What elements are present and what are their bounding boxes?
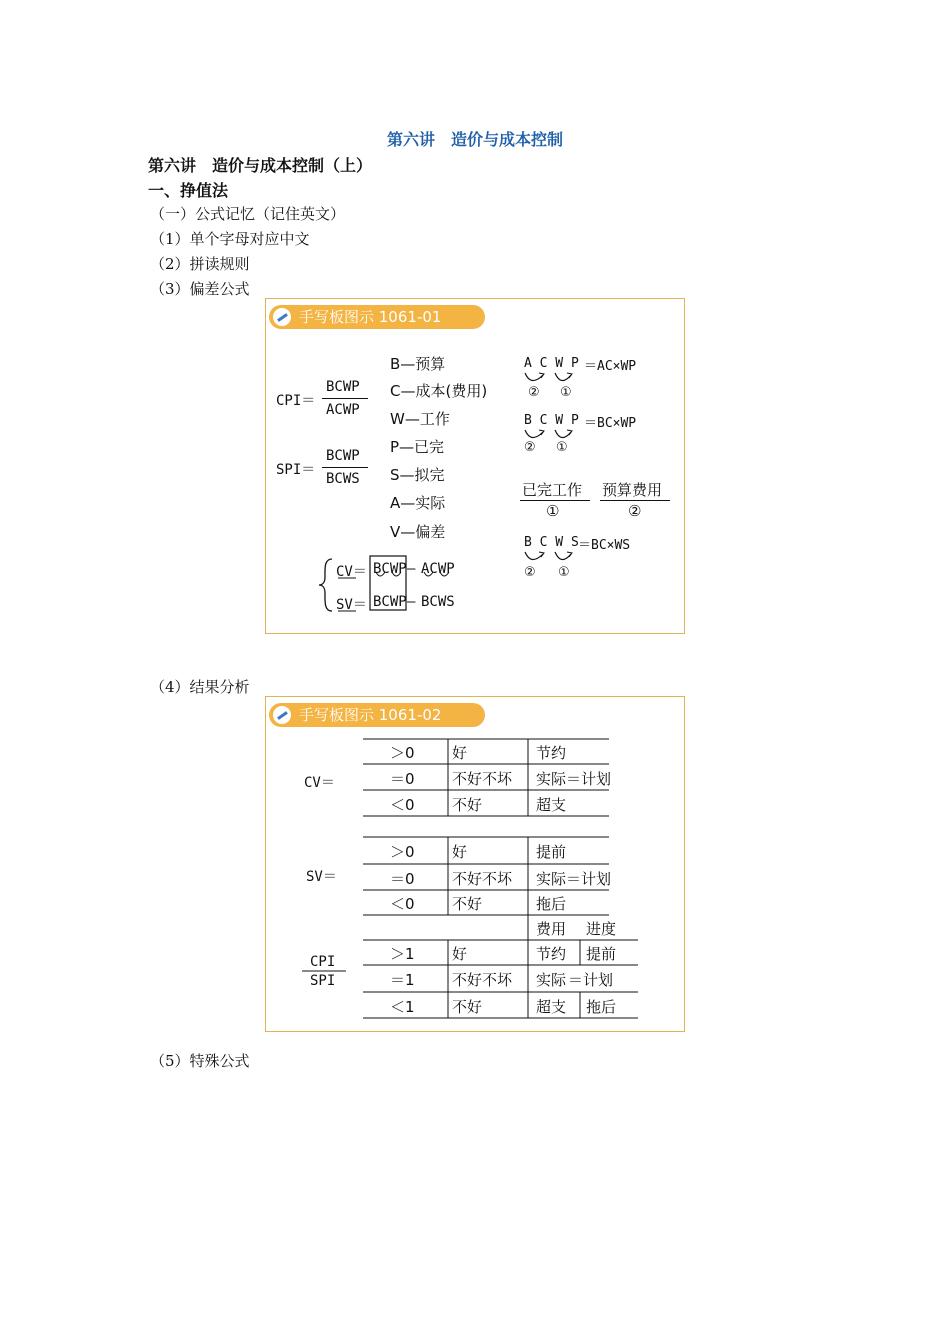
document-title: 第六讲 造价与成本控制 <box>386 130 563 149</box>
cpi-numerator: BCWP <box>326 379 360 395</box>
idx-eval-good: 好 <box>452 945 468 963</box>
sv-meaning-on-plan: 实际＝计划 <box>536 870 612 888</box>
spi-denominator: BCWS <box>326 471 360 487</box>
bcwp-letters: B C W P <box>524 413 579 428</box>
item-letters: （1）单个字母对应中文 <box>150 230 310 248</box>
sv-cond-eq: ＝0 <box>390 870 415 888</box>
acwp-result: ＝AC×WP <box>584 359 637 374</box>
sv-lhs: SV＝ <box>336 597 367 613</box>
legend-underline-right <box>600 500 670 501</box>
idx-eq-plan: ＝计划 <box>568 971 614 989</box>
idx-cond-eq: ＝1 <box>390 971 415 989</box>
item-result-analysis: （4）结果分析 <box>150 678 250 696</box>
idx-cond-lt: ＜1 <box>390 998 415 1016</box>
idx-denominator: SPI <box>310 973 336 989</box>
cv-meaning-overrun: 超支 <box>536 796 567 814</box>
legend-mark-1: ① <box>546 502 560 520</box>
pen-icon <box>273 308 291 326</box>
letter-v: V—偏差 <box>390 523 446 541</box>
panel-2-badge: 手写板图示 1061-02 <box>269 703 485 727</box>
cv-box-term: BCWP <box>373 561 407 577</box>
cv-eval-neutral: 不好不坏 <box>452 770 513 788</box>
cv-cond-gt: ＞0 <box>390 744 415 762</box>
cv-meaning-on-plan: 实际＝计划 <box>536 770 612 788</box>
idx-sched-ahead: 提前 <box>586 945 617 963</box>
idx-numerator: CPI <box>310 954 336 970</box>
sv-meaning-delay: 拖后 <box>536 895 567 913</box>
legend-budget-cost: 预算费用 <box>602 481 663 499</box>
idx-cond-gt: ＞1 <box>390 945 415 963</box>
sv-eval-good: 好 <box>452 843 468 861</box>
brace-icon <box>316 557 336 613</box>
bcws-result: ＝BC×WS <box>578 538 631 553</box>
legend-mark-2: ② <box>628 502 642 520</box>
cv-eval-good: 好 <box>452 744 468 762</box>
item-variance-formula: （3）偏差公式 <box>150 280 250 298</box>
letter-s: S—拟完 <box>390 466 445 484</box>
sv-eval-neutral: 不好不坏 <box>452 870 513 888</box>
sv-box-term: BCWP <box>373 594 407 610</box>
cv-meaning-saving: 节约 <box>536 744 567 762</box>
cv-cond-eq: ＝0 <box>390 770 415 788</box>
cpi-denominator: ACWP <box>326 402 360 418</box>
letter-p: P—已完 <box>390 438 445 456</box>
cpi-fraction-bar <box>322 398 368 399</box>
spi-numerator: BCWP <box>326 448 360 464</box>
bcwp-arrows <box>522 428 578 444</box>
acwp-mark-1: ① <box>560 385 572 400</box>
letter-b: B—预算 <box>390 355 446 373</box>
acwp-arrows <box>522 371 578 387</box>
acwp-mark-2: ② <box>528 385 540 400</box>
bcws-mark-1: ① <box>558 565 570 580</box>
cpi-label: CPI＝ <box>276 393 316 409</box>
cv-result-label: CV＝ <box>304 775 335 791</box>
idx-head-schedule: 进度 <box>586 920 617 938</box>
bcwp-mark-2: ② <box>524 440 536 455</box>
panel-1-badge: 手写板图示 1061-01 <box>269 305 485 329</box>
idx-head-cost: 费用 <box>536 920 567 938</box>
sv-cond-lt: ＜0 <box>390 895 415 913</box>
idx-eval-neutral: 不好不坏 <box>452 971 513 989</box>
legend-underline-left <box>520 500 590 501</box>
bcwp-result: ＝BC×WP <box>584 416 637 431</box>
sv-minus: — <box>407 594 416 610</box>
bcwp-mark-1: ① <box>556 440 568 455</box>
cv-minus: — <box>407 561 416 577</box>
spi-label: SPI＝ <box>276 462 316 478</box>
letter-a: A—实际 <box>390 494 446 512</box>
legend-completed-work: 已完工作 <box>522 481 583 499</box>
item-special-formula: （5）特殊公式 <box>150 1052 250 1070</box>
handwriting-panel-2 <box>265 696 685 1032</box>
bcws-arrows <box>522 550 578 566</box>
bcws-letters: B C W S <box>524 535 579 550</box>
letter-w: W—工作 <box>390 410 450 428</box>
cv-rhs: ACWP <box>421 561 455 577</box>
spi-fraction-bar <box>322 467 368 468</box>
handwriting-panel-1 <box>265 298 685 634</box>
variance-marks <box>336 554 466 614</box>
bcws-mark-2: ② <box>524 565 536 580</box>
idx-actual: 实际 <box>536 971 567 989</box>
sv-eval-bad: 不好 <box>452 895 483 913</box>
item-reading-rules: （2）拼读规则 <box>150 255 250 273</box>
cv-lhs: CV＝ <box>336 564 367 580</box>
idx-cost-saving: 节约 <box>536 945 567 963</box>
cv-cond-lt: ＜0 <box>390 796 415 814</box>
idx-sched-delay: 拖后 <box>586 998 617 1016</box>
sv-rhs: BCWS <box>421 594 455 610</box>
item-formula-memory: （一）公式记忆（记住英文） <box>150 205 346 223</box>
sv-cond-gt: ＞0 <box>390 843 415 861</box>
lecture-heading: 第六讲 造价与成本控制（上） <box>148 156 373 175</box>
cv-eval-bad: 不好 <box>452 796 483 814</box>
sv-result-label: SV＝ <box>306 869 337 885</box>
acwp-letters: A C W P <box>524 356 579 371</box>
section-heading: 一、挣值法 <box>148 181 229 200</box>
sv-meaning-ahead: 提前 <box>536 843 567 861</box>
idx-eval-bad: 不好 <box>452 998 483 1016</box>
letter-c: C—成本(费用) <box>390 382 488 400</box>
idx-cost-overrun: 超支 <box>536 998 567 1016</box>
